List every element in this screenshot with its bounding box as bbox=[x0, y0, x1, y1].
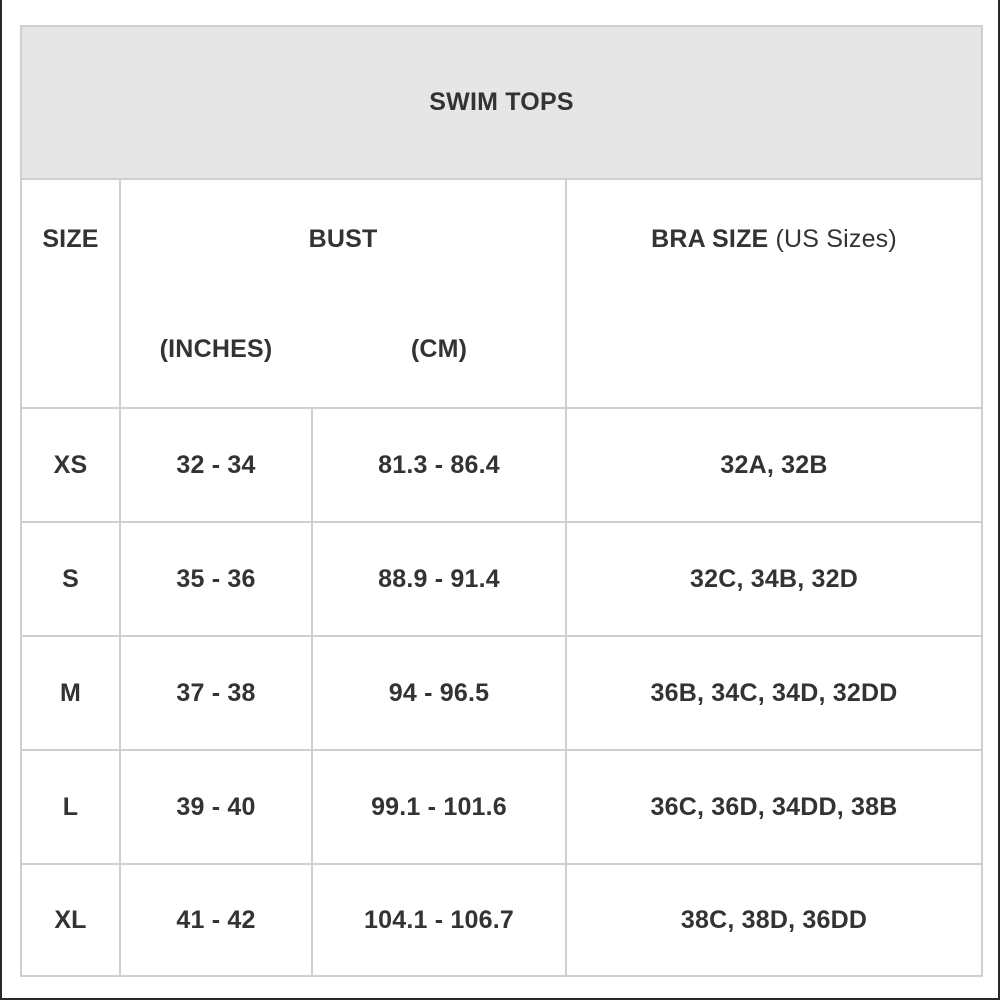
grid-line-horizontal bbox=[22, 749, 981, 751]
grid-line-vertical bbox=[311, 407, 313, 975]
row-bra-cell: 32A, 32B bbox=[720, 450, 828, 479]
row-inches-cell: 35 - 36 bbox=[176, 564, 256, 593]
header-inches: (INCHES) bbox=[159, 335, 273, 363]
row-size-cell: S bbox=[62, 564, 79, 593]
header-cm: (CM) bbox=[410, 335, 468, 363]
header-bra-size bbox=[567, 182, 981, 297]
table-title: SWIM TOPS bbox=[22, 27, 981, 180]
row-cm-cell: 94 - 96.5 bbox=[388, 678, 490, 707]
row-bra-cell: 38C, 38D, 36DD bbox=[680, 905, 868, 934]
row-cm-cell: 104.1 - 106.7 bbox=[364, 905, 514, 934]
grid-line-horizontal bbox=[22, 863, 981, 865]
header-bra-size-note: (US Sizes) bbox=[775, 225, 897, 253]
grid-line-horizontal bbox=[22, 407, 981, 409]
row-size-cell: XS bbox=[53, 450, 88, 479]
grid-line-vertical bbox=[119, 180, 121, 975]
row-inches-cell: 37 - 38 bbox=[176, 678, 256, 707]
grid-line-horizontal bbox=[22, 635, 981, 637]
row-size-cell: M bbox=[59, 678, 82, 707]
grid-line-vertical bbox=[565, 180, 567, 975]
row-bra-cell: 36C, 36D, 34DD, 38B bbox=[650, 792, 898, 821]
header-bra-size-label: BRA SIZE bbox=[651, 225, 769, 253]
header-bust: BUST bbox=[308, 225, 378, 253]
row-cm-cell: 81.3 - 86.4 bbox=[378, 450, 500, 479]
row-cm-cell: 88.9 - 91.4 bbox=[378, 564, 500, 593]
row-bra-cell: 36B, 34C, 34D, 32DD bbox=[650, 678, 898, 707]
row-cm-cell: 99.1 - 101.6 bbox=[371, 792, 507, 821]
row-inches-cell: 32 - 34 bbox=[176, 450, 256, 479]
header-size: SIZE bbox=[42, 225, 99, 253]
grid-line-horizontal bbox=[22, 521, 981, 523]
row-bra-cell: 32C, 34B, 32D bbox=[690, 564, 858, 593]
row-inches-cell: 41 - 42 bbox=[176, 905, 256, 934]
row-size-cell: XL bbox=[54, 905, 87, 934]
row-size-cell: L bbox=[62, 792, 79, 821]
row-inches-cell: 39 - 40 bbox=[176, 792, 256, 821]
size-chart-table bbox=[20, 25, 983, 977]
